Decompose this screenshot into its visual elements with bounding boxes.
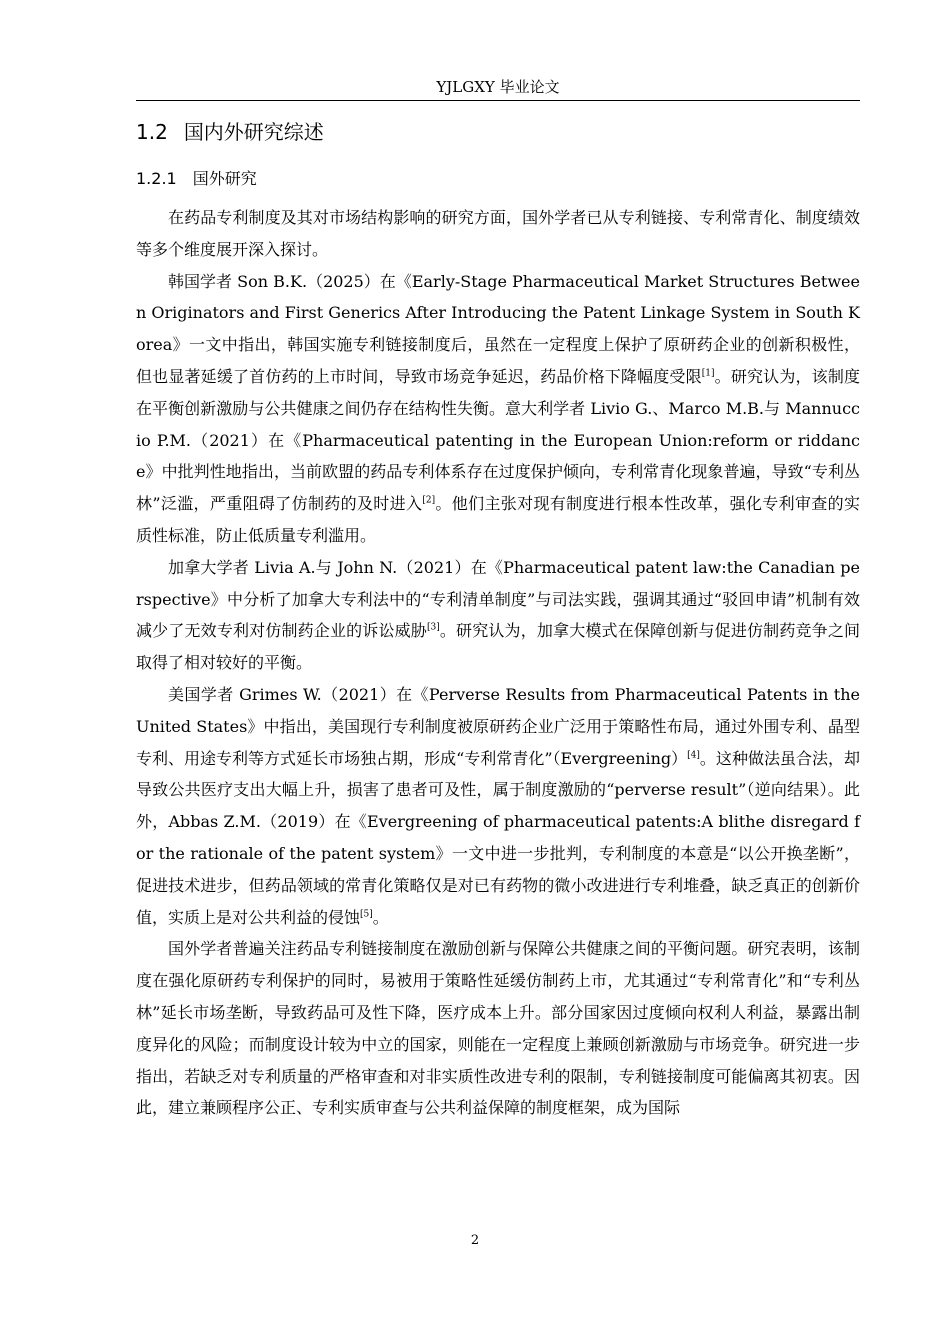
citation-ref: [3] <box>426 623 440 634</box>
section-number: 1.2 <box>136 120 168 144</box>
paragraph-text: 。研究认为，该制度在平衡创新激励与公共健康之间仍存在结构性失衡。意大利学者 Livio G.、Marco M.B.与 Mannuccio P.M.（2021）在《Pharmaceutical patenting in the European Union:reform or riddance》中批判性地指出，当前欧盟的药品专利体系存在过度保护倾向，专利常青化现象普遍，导致“专利丛林”泛滥，严重阻碍了仿制药的及时进入 <box>136 366 860 514</box>
paragraph-text: 。这种做法虽合法，却导致公共医疗支出大幅上升，损害了患者可及性，属于制度激励的“perverse result”（逆向结果）。此外，Abbas Z.M.（2019）在《Evergreening of pharmaceutical patents:A blithe disregard for the rationale of the patent system》一文中进一步批判，专利制度的本意是“以公开换垄断”，促进技术进步，但药品领域的常青化策略仅是对已有药物的微小改进进行专利堆叠，缺乏真正的创新价值，实质上是对公共利益的侵蚀 <box>136 748 860 927</box>
citation-ref: [1] <box>701 368 715 379</box>
subsection-title: 国外研究 <box>192 169 257 188</box>
paragraph-text: 在药品专利制度及其对市场结构影响的研究方面，国外学者已从专利链接、专利常青化、制度绩效等多个维度展开深入探讨。 <box>136 208 860 259</box>
body-paragraph <box>136 552 860 679</box>
subsection-heading <box>136 156 860 202</box>
paragraph-text: 加拿大学者 Livia A.与 John N.（2021）在《Pharmaceutical patent law:the Canadian perspective》中分析了加拿大专利法中的“专利清单制度”与司法实践，强调其通过“驳回申请”机制有效减少了无效专利对仿制药企业的诉讼威胁 <box>136 557 860 641</box>
running-header: YJLGXY 毕业论文 <box>436 78 560 96</box>
body-paragraph <box>136 933 860 1124</box>
section-title: 国内外研究综述 <box>183 120 324 144</box>
paragraph-text: 韩国学者 Son B.K.（2025）在《Early-Stage Pharmaceutical Market Structures Between Originators and First Generics After Introducing the Patent Linkage System in South Korea》一文中指出，韩国实施专利链接制度后，虽然在一定程度上保护了原研药企业的创新积极性，但也显著延缓了首仿药的上市时间，导致市场竞争延迟，药品价格下降幅度受限 <box>136 271 860 386</box>
body-paragraph <box>136 266 860 552</box>
page-body <box>136 112 860 1124</box>
paragraph-text: 。 <box>372 907 389 927</box>
page-number: 2 <box>470 1233 480 1248</box>
citation-ref: [5] <box>360 909 373 920</box>
body-paragraphs <box>136 202 860 1124</box>
body-paragraph <box>136 202 860 266</box>
body-paragraph <box>136 679 860 933</box>
header-rule <box>136 100 860 101</box>
section-heading <box>136 112 860 156</box>
subsection-number: 1.2.1 <box>136 169 177 188</box>
paragraph-text: 国外学者普遍关注药品专利链接制度在激励创新与保障公共健康之间的平衡问题。研究表明，该制度在强化原研药专利保护的同时，易被用于策略性延缓仿制药上市，尤其通过“专利常青化”和“专利丛林”延长市场垄断，导致药品可及性下降，医疗成本上升。部分国家因过度倾向权利人利益，暴露出制度异化的风险；而制度设计较为中立的国家，则能在一定程度上兼顾创新激励与市场竞争。研究进一步指出，若缺乏对专利质量的严格审查和对非实质性改进专利的限制，专利链接制度可能偏离其初衷。因此，建立兼顾程序公正、专利实质审查与公共利益保障的制度框架，成为国际 <box>136 939 860 1118</box>
citation-ref: [4] <box>687 750 700 761</box>
paragraph-text: 美国学者 Grimes W.（2021）在《Perverse Results from Pharmaceutical Patents in the United States》中指出，美国现行专利制度被原研药企业广泛用于策略性布局，通过外围专利、晶型专利、用途专利等方式延长市场独占期，形成“专利常青化”（Evergreening） <box>136 684 860 768</box>
paragraph-text: 。研究认为，加拿大模式在保障创新与促进仿制药竞争之间取得了相对较好的平衡。 <box>136 621 860 673</box>
paragraph-text: 。他们主张对现有制度进行根本性改革，强化专利审查的实质性标准，防止低质量专利滥用。 <box>136 494 860 545</box>
citation-ref: [2] <box>422 495 436 506</box>
